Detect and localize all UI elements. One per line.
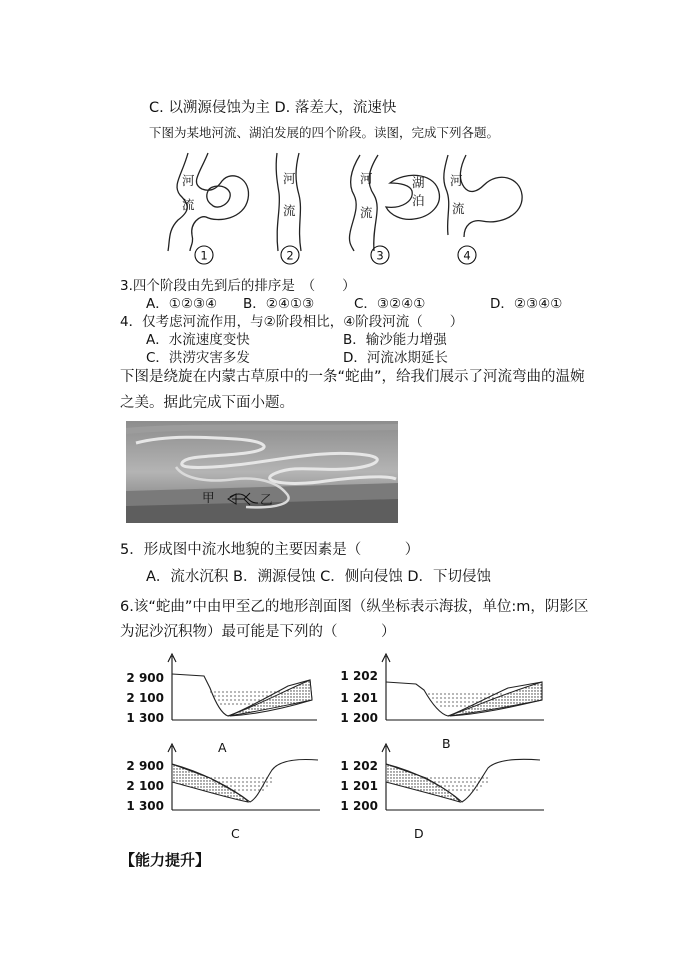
meander-intro-line-1: 下图是绕旋在内蒙古草原中的一条“蛇曲”，给我们展示了河流弯曲的温婉: [120, 369, 585, 385]
y-tick: 1 300: [126, 799, 164, 813]
stage-number-3: 3: [376, 248, 384, 263]
q2-options-cd: C. 以溯源侵蚀为主 D. 落差大，流速快: [149, 100, 397, 116]
q4-option-b: B．输沙能力增强: [343, 332, 447, 348]
profile-letter-b: B: [442, 736, 451, 751]
lake-label: 泊: [412, 193, 425, 208]
y-tick: 1 202: [340, 669, 378, 683]
river-label: 流: [182, 197, 195, 212]
profile-letter-c: C: [231, 826, 240, 840]
river-label: 河: [283, 171, 296, 186]
question-6-line-2: 为泥沙沉积物）最可能是下列的（ ）: [120, 624, 396, 640]
river-label: 流: [452, 201, 465, 216]
question-6-line-1: 6.该“蛇曲”中由甲至乙的地形剖面图（纵坐标表示海拔，单位:m，阴影区: [120, 599, 589, 615]
q4-option-a: A．水流速度变快: [146, 332, 250, 348]
y-tick: 1 200: [340, 711, 378, 725]
y-tick: 2 100: [126, 779, 164, 793]
q3-option-a: A．①②③④: [146, 296, 218, 312]
y-tick: 2 100: [126, 691, 164, 705]
y-tick: 1 300: [126, 711, 164, 725]
profile-letter-a: A: [218, 740, 227, 755]
y-tick: 2 900: [126, 671, 164, 685]
section-heading: 【能力提升】: [120, 851, 211, 869]
y-tick: 1 201: [340, 779, 378, 793]
profile-letter-d: D: [414, 826, 424, 840]
meander-intro-line-2: 之美。据此完成下面小题。: [120, 395, 294, 411]
river-label: 流: [283, 203, 296, 218]
y-tick: 2 900: [126, 759, 164, 773]
profile-c: [122, 738, 322, 840]
stage-number-1: 1: [200, 248, 208, 263]
stage-number-4: 4: [463, 248, 471, 263]
question-3: 3.四个阶段由先到后的排序是 （ ）: [120, 278, 356, 294]
q3-option-d: D．②③④①: [490, 296, 563, 312]
river-label: 河: [450, 173, 463, 188]
y-tick: 1 200: [340, 799, 378, 813]
question-5: 5．形成图中流水地貌的主要因素是（ ）: [120, 542, 420, 558]
q5-options: A．流水沉积 B．溯源侵蚀 C．侧向侵蚀 D．下切侵蚀: [146, 569, 491, 585]
label-jia: 甲: [202, 490, 215, 505]
q4-option-d: D．河流冰期延长: [343, 350, 448, 366]
label-yi: 乙: [260, 492, 273, 507]
question-4: 4．仅考虑河流作用，与②阶段相比，④阶段河流（ ）: [120, 314, 464, 330]
river-label: 河: [360, 171, 373, 186]
y-tick: 1 202: [340, 759, 378, 773]
river-lake-stages-diagram: [160, 145, 540, 267]
q4-option-c: C．洪涝灾害多发: [146, 350, 250, 366]
river-label: 流: [360, 205, 373, 220]
q3-option-c: C．③②④①: [354, 296, 426, 312]
figure-intro-text: 下图为某地河流、湖泊发展的四个阶段。读图，完成下列各题。: [149, 125, 500, 140]
lake-label: 湖: [412, 175, 425, 190]
profile-d: [336, 738, 548, 840]
y-tick: 1 201: [340, 691, 378, 705]
river-label: 河: [182, 173, 195, 188]
meander-photo: [126, 421, 398, 523]
q3-option-b: B．②④①③: [243, 296, 315, 312]
stage-number-2: 2: [286, 248, 294, 263]
